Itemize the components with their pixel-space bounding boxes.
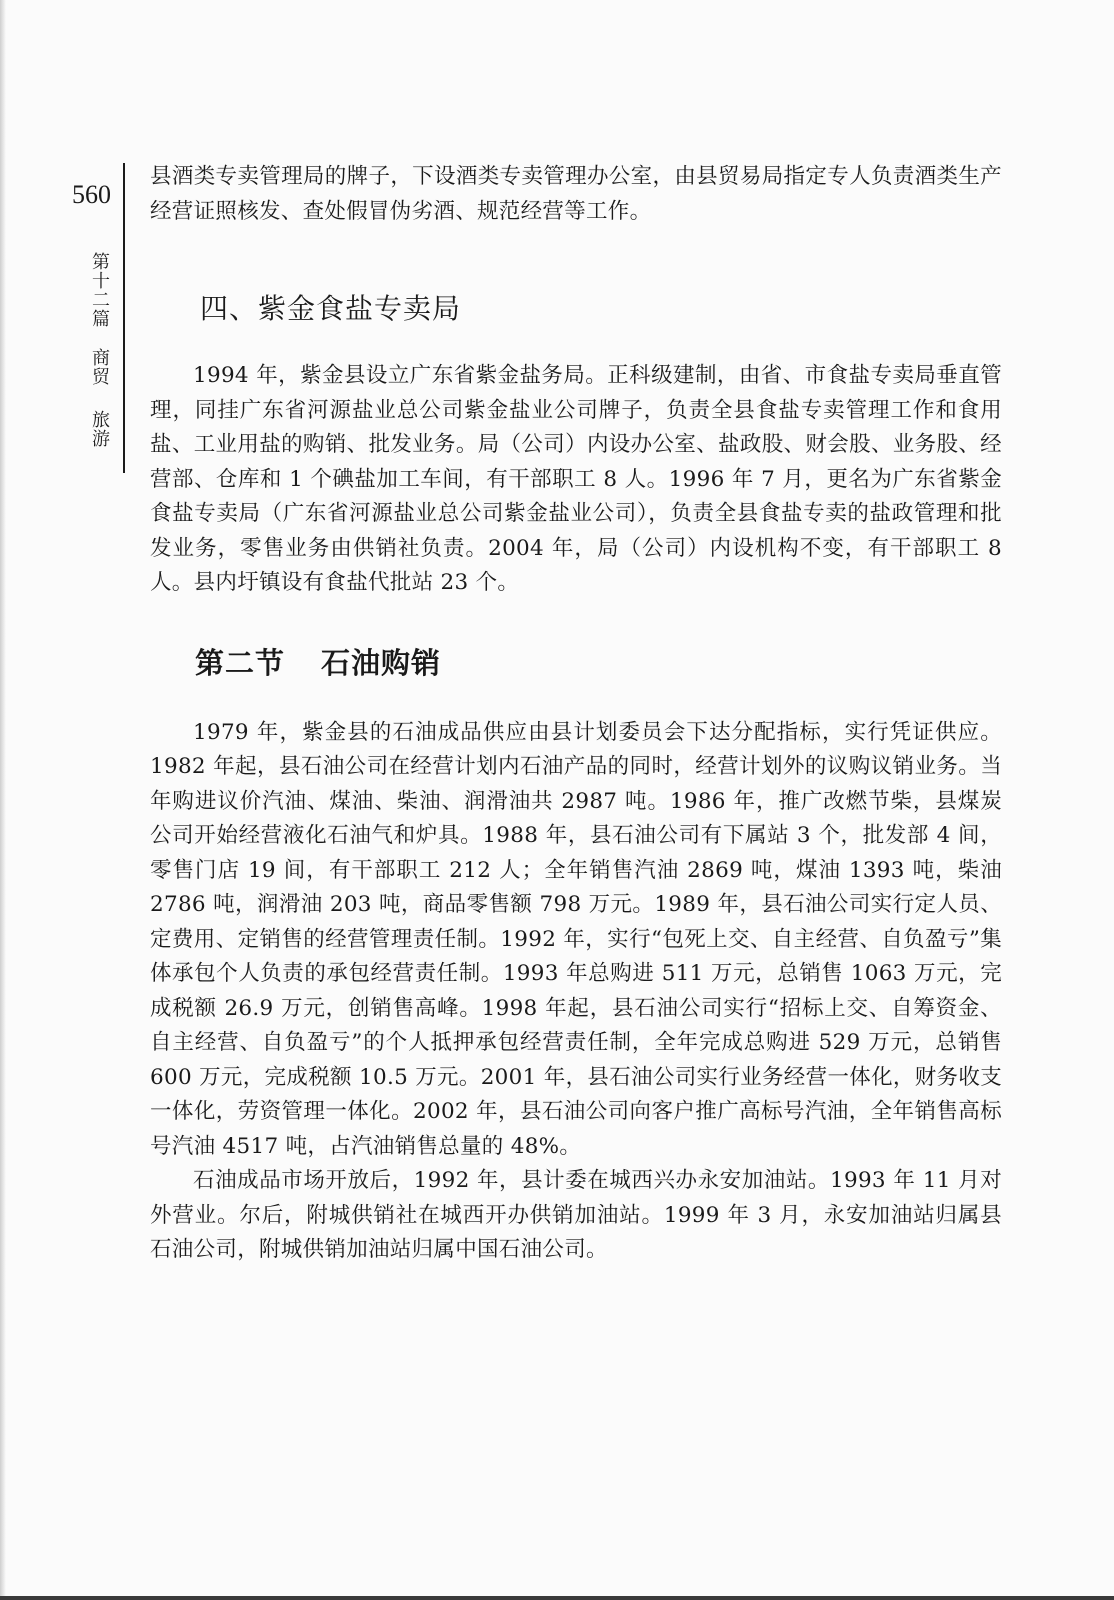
margin-rule [123, 163, 125, 473]
intro-paragraph: 县酒类专卖管理局的牌子，下设酒类专卖管理办公室，由县贸易局指定专人负责酒类生产经营证照核发、查处假冒伪劣酒、规范经营等工作。 [150, 164, 1002, 224]
section-title-text: 石油购销 [321, 645, 442, 680]
running-head-category-2: 旅游 [89, 410, 110, 448]
page-number: 560 [72, 180, 111, 209]
scan-edge-bottom [0, 1596, 1114, 1600]
section-paragraph-2: 石油成品市场开放后，1992 年，县计委在城西兴办永安加油站。1993 年 11 月对外营业。尔后，附城供销社在城西开办供销加油站。1999 年 3 月，永安加油站归属县石油公司，附城供销加油站归属中国石油公司。 [150, 1168, 1002, 1262]
running-head-chapter: 第十二篇 [89, 252, 110, 328]
section-paragraph-1: 1979 年，紫金县的石油成品供应由县计划委员会下达分配指标，实行凭证供应。1982 年起，县石油公司在经营计划内石油产品的同时，经营计划外的议购议销业务。当年购进议价汽油、煤油、柴油、润滑油共 2987 吨。1986 年，推广改燃节柴，县煤炭公司开始经营液化石油气和炉具。1988 年，县石油公司有下属站 3 个，批发部 4 间，零售门店 19 间，有干部职工 212 人；全年销售汽油 2869 吨，煤油 1393 吨，柴油 2786 吨，润滑油 203 吨，商品零售额 798 万元。1989 年，县石油公司实行定人员、定费用、定销售的经营管理责任制。1992 年，实行“包死上交、自主经营、自负盈亏”集体承包个人负责的承包经营责任制。1993 年总购进 511 万元，总销售 1063 万元，完成税额 26.9 万元，创销售高峰。1998 年起，县石油公司实行“招标上交、自筹资金、自主经营、自负盈亏”的个人抵押承包经营责任制，全年完成总购进 529 万元，总销售 600 万元，完成税额 10.5 万元。2001 年，县石油公司实行业务经营一体化，财务收支一体化，劳资管理一体化。2002 年，县石油公司向客户推广高标号汽油，全年销售高标号汽油 4517 吨，占汽油销售总量的 48%。 [150, 719, 1002, 1159]
page-body [150, 160, 1002, 1268]
subsection-paragraph: 1994 年，紫金县设立广东省紫金盐务局。正科级建制，由省、市食盐专卖局垂直管理，同挂广东省河源盐业总公司紫金盐业公司牌子，负责全县食盐专卖管理工作和食用盐、工业用盐的购销、批发业务。局（公司）内设办公室、盐政股、财会股、业务股、经营部、仓库和 1 个碘盐加工车间，有干部职工 8 人。1996 年 7 月，更名为广东省紫金食盐专卖局（广东省河源盐业总公司紫金盐业公司），负责全县食盐专卖的盐政管理和批发业务，零售业务由供销社负责。2004 年，局（公司）内设机构不变，有干部职工 8 人。县内圩镇设有食盐代批站 23 个。 [150, 363, 1002, 595]
running-head-category-1: 商贸 [89, 348, 110, 386]
section-title [195, 641, 1002, 682]
section-title-number: 第二节 [195, 645, 286, 680]
subsection-title: 四、紫金食盐专卖局 [200, 292, 462, 325]
scan-edge-shadow [0, 0, 6, 1600]
